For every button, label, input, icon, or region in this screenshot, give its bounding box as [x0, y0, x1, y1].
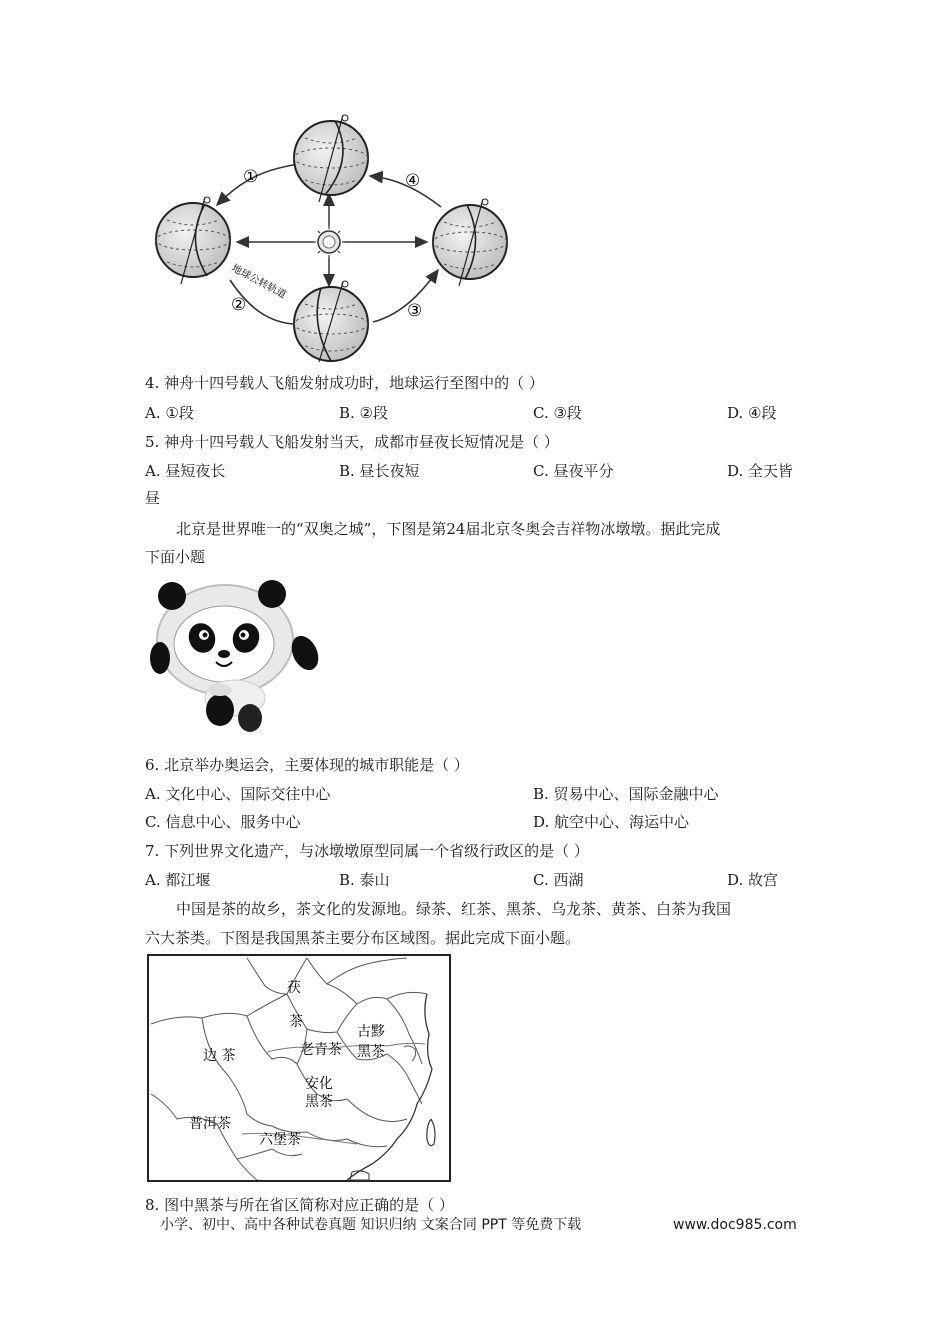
q4-option-b: B. ②段	[339, 404, 389, 422]
tea-label-puer: 普洱茶	[189, 1116, 231, 1132]
orbit-path-label: 地球公转轨道	[229, 262, 288, 301]
mascot-image	[150, 578, 325, 738]
footer-url[interactable]: www.doc985.com	[673, 1217, 797, 1233]
q6-option-c: C. 信息中心、服务中心	[145, 813, 301, 831]
orbit-arc-3	[373, 270, 438, 322]
segment-label-3: ③	[407, 301, 423, 321]
q6-option-d: D. 航空中心、海运中心	[533, 813, 690, 831]
question-6-stem: 6. 北京举办奥运会，主要体现的城市职能是（ ）	[145, 756, 469, 774]
tea-label-fu-2: 茶	[289, 1014, 303, 1030]
tea-label-guyi-2: 黑茶	[357, 1044, 385, 1060]
q5-option-a: A. 昼短夜长	[145, 462, 226, 480]
sun-icon	[313, 226, 345, 258]
orbit-figure	[145, 110, 520, 365]
tea-label-anhua-2: 黑茶	[305, 1094, 333, 1110]
q5-option-d: D. 全天皆	[727, 462, 794, 480]
tea-label-liubao: 六堡茶	[259, 1132, 301, 1148]
q7-option-d: D. 故宫	[727, 871, 779, 889]
q7-option-a: A. 都江堰	[145, 871, 211, 889]
q4-option-d: D. ④段	[727, 404, 777, 422]
earth-bottom-icon	[294, 281, 368, 362]
footer-text: 小学、初中、高中各种试卷真题 知识归纳 文案合同 PPT 等免费下载	[160, 1217, 582, 1233]
q5-option-b: B. 昼长夜短	[339, 462, 420, 480]
passage-2-line-1: 中国是茶的故乡，茶文化的发源地。绿茶、红茶、黑茶、乌龙茶、黄茶、白茶为我国	[176, 900, 732, 918]
q4-option-c: C. ③段	[533, 404, 582, 422]
passage-1-line-1: 北京是世界唯一的“双奥之城”，下图是第24届北京冬奥会吉祥物冰墩墩。据此完成	[176, 520, 721, 538]
tea-label-fu-1: 茯	[287, 980, 301, 996]
q6-option-b: B. 贸易中心、国际金融中心	[533, 785, 719, 803]
earth-top-icon	[294, 115, 368, 202]
q7-option-b: B. 泰山	[339, 871, 390, 889]
q5-option-c: C. 昼夜平分	[533, 462, 614, 480]
orbit-diagram	[145, 110, 520, 365]
q7-option-c: C. 西湖	[533, 871, 584, 889]
segment-label-2: ②	[231, 295, 247, 315]
question-7-stem: 7. 下列世界文化遗产，与冰墩墩原型同属一个省级行政区的是（ ）	[145, 842, 589, 860]
segment-label-4: ④	[405, 171, 421, 191]
tea-label-bian: 边 茶	[203, 1048, 236, 1064]
q4-option-a: A. ①段	[145, 404, 194, 422]
earth-left-icon	[156, 197, 230, 284]
tea-label-laoqing: 老青茶	[300, 1042, 342, 1058]
segment-label-1: ①	[243, 167, 259, 187]
question-8-stem: 8. 图中黑茶与所在省区简称对应正确的是（ ）	[145, 1196, 454, 1214]
q5-option-d-wrap: 昼	[145, 489, 161, 507]
question-4-stem: 4. 神舟十四号载人飞船发射成功时，地球运行至图中的（ ）	[145, 374, 544, 392]
question-5-stem: 5. 神舟十四号载人飞船发射当天，成都市昼夜长短情况是（ ）	[145, 433, 559, 451]
q6-option-a: A. 文化中心、国际交往中心	[145, 785, 331, 803]
tea-label-anhua-1: 安化	[305, 1076, 333, 1092]
tea-map	[147, 954, 451, 1182]
tea-label-guyi-1: 古黟	[357, 1024, 385, 1040]
passage-2-line-2: 六大茶类。下图是我国黑茶主要分布区域图。据此完成下面小题。	[145, 929, 581, 947]
earth-right-icon	[433, 199, 507, 286]
passage-1-line-2: 下面小题	[145, 548, 206, 566]
